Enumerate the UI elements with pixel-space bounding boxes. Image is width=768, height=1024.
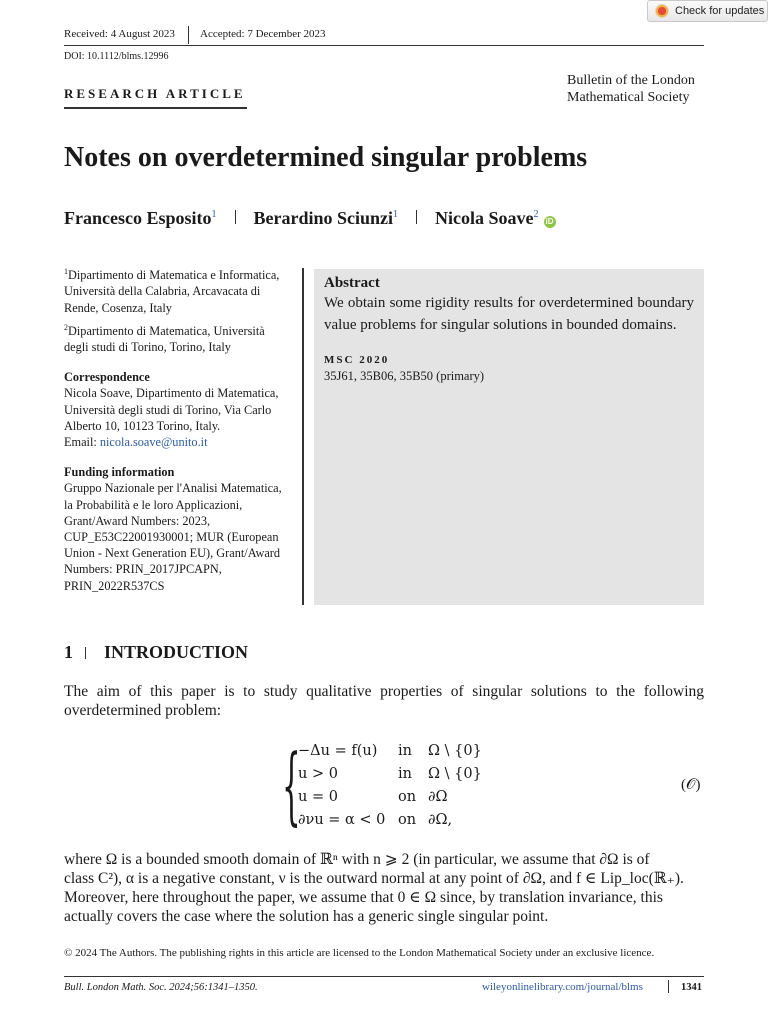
paragraph-2-line: class C²), α is a negative constant, ν is the outward normal at any point of ∂Ω, and f ∈ Lip_loc(ℝ₊). [64,870,684,887]
author-list [64,208,556,229]
correspondence-heading: Correspondence [64,370,150,385]
meta-divider [188,26,189,44]
received-date: Received: 4 August 2023 [64,28,175,40]
msc-heading: MSC 2020 [324,354,390,366]
author[interactable]: Nicola Soave$^2$ [435,208,539,228]
journal-name [567,72,717,106]
page-number: 1341 [681,982,702,993]
equation-row: ∂νu = α < 0 on ∂Ω, [298,812,453,828]
correspondence-text: Nicola Soave, Dipartimento di Matematica, Università degli studi di Torino, Via Carlo Alberto 10, 10123 Torino, Italy. [64,386,279,433]
check-for-updates-label: Check for updates [675,5,765,17]
equation-brace: { [282,736,301,834]
article-type: RESEARCH ARTICLE [64,86,246,101]
journal-link[interactable]: wileyonlinelibrary.com/journal/blms [482,981,643,993]
paragraph-2-line: where Ω is a bounded smooth domain of ℝⁿ with n ⩾ 2 (in particular, we assume that ∂Ω is of [64,851,650,868]
author-divider [416,210,417,224]
journal-citation: Bull. London Math. Soc. 2024;56:1341–1350. [64,982,258,993]
accepted-date: Accepted: 7 December 2023 [200,28,326,40]
msc-codes: 35J61, 35B06, 35B50 (primary) [324,369,485,383]
section-divider [85,647,86,659]
column-rule [302,268,304,605]
equation-row: u > 0 in Ω \ {0} [298,766,482,782]
crossmark-icon [655,4,669,18]
doi: DOI: 10.1112/blms.12996 [64,51,169,62]
correspondence-email: Email: nicola.soave@unito.it [64,435,208,450]
journal-name-line2: Mathematical Society [567,90,690,105]
journal-name-line1: Bulletin of the London [567,73,695,88]
footer-rule [64,976,704,977]
paragraph-2-line: actually covers the case where the solution has a generic single singular point. [64,908,549,925]
paragraph-2-line: Moreover, here throughout the paper, we assume that 0 ∈ Ω since, by translation invariance, this [64,889,663,906]
author[interactable]: Berardino Sciunzi$^1$ [253,208,399,228]
equation-row: u = 0 on ∂Ω [298,789,448,805]
footer-divider [668,980,669,993]
paper-title: Notes on overdetermined singular problems [64,142,588,173]
email-link[interactable]: nicola.soave@unito.it [99,435,208,450]
copyright-notice: © 2024 The Authors. The publishing rights in this article are licensed to the London Mathematical Society under an exclusive licence. [64,947,655,959]
affiliation: $^1$Dipartimento di Matematica e Informatica, Università della Calabria, Arcavacata di Rende, Cosenza, Italy [64,267,280,315]
section-number: 1 [64,642,73,662]
header-rule [64,45,704,46]
intro-paragraph: The aim of this paper is to study qualitative properties of singular solutions to the following overdetermined problem: [64,683,704,719]
author[interactable]: Francesco Esposito$^1$ [64,208,217,228]
abstract-text: We obtain some rigidity results for overdetermined boundary value problems for singular solutions in bounded domains. [324,295,694,333]
funding-heading: Funding information [64,465,175,480]
check-for-updates-button[interactable] [647,0,768,22]
article-info-column [64,264,292,594]
abstract-heading: Abstract [324,275,380,291]
section-heading [64,642,248,663]
orcid-icon[interactable]: iD [545,217,554,226]
author-divider [235,210,236,224]
paragraph-2 [64,850,704,926]
article-type-underline [64,107,247,109]
equation-label: (𝒪) [681,777,701,793]
funding-text: Gruppo Nazionale per l'Analisi Matematica, la Probabilità e le loro Applicazioni, Grant/Award Numbers: 2023, CUP_E53C22001930001; MUR (European Union - Next Generation EU), Grant/Award Numbers: PRIN_2017JPCAPN, PRIN_2022R537CS [64,481,282,593]
section-title: INTRODUCTION [104,642,249,662]
affiliation: $^2$Dipartimento di Matematica, Università degli studi di Torino, Torino, Italy [64,322,265,354]
abstract-box [314,269,704,605]
equation-row: −Δu = f(u) in Ω \ {0} [298,743,482,759]
